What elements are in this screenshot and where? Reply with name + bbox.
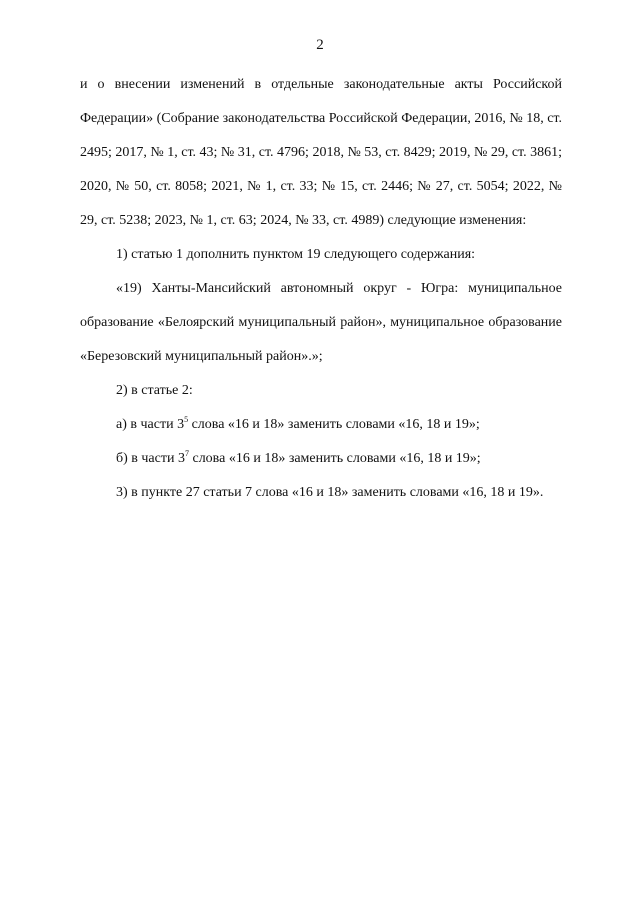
item-2b-text-after: слова «16 и 18» заменить словами «16, 18 и 19»; [188, 451, 481, 466]
item-2a-text-before: а) в части 3 [116, 417, 185, 432]
item-2b-superscript: 7 [184, 449, 189, 458]
document-body [80, 68, 562, 510]
paragraph-item-1-quote: «19) Ханты-Мансийский автономный округ - Югра: муниципальное образование «Белоярский муниципальный район», муниципальное образование «Березовский муниципальный район».»; [80, 281, 562, 364]
paragraph-item-1: 1) статью 1 дополнить пунктом 19 следующего содержания: [116, 247, 476, 262]
paragraph-item-3: 3) в пункте 27 статьи 7 слова «16 и 18» заменить словами «16, 18 и 19». [116, 485, 544, 500]
item-2b-text-before: б) в части 3 [116, 451, 185, 466]
paragraph-item-2: 2) в статье 2: [116, 383, 193, 398]
item-2a-superscript: 5 [184, 415, 189, 424]
page-number: 2 [316, 37, 324, 53]
paragraph-intro: и о внесении изменений в отдельные законодательные акты Российской Федерации» (Собрание законодательства Российской Федерации, 2016, № 18, ст. 2495; 2017, № 1, ст. 43; № 31, ст. 4796; 2018, № 53, ст. 8429; 2019, № 29, ст. 3861; 2020, № 50, ст. 8058; 2021, № 1, ст. 33; № 15, ст. 2446; № 27, ст. 5054; 2022, № 29, ст. 5238; 2023, № 1, ст. 63; 2024, № 33, ст. 4989) следующие изменения: [80, 77, 562, 228]
paragraph-item-2b [80, 442, 562, 476]
item-2a-text-after: слова «16 и 18» заменить словами «16, 18 и 19»; [188, 417, 480, 432]
paragraph-item-2a [80, 408, 562, 442]
